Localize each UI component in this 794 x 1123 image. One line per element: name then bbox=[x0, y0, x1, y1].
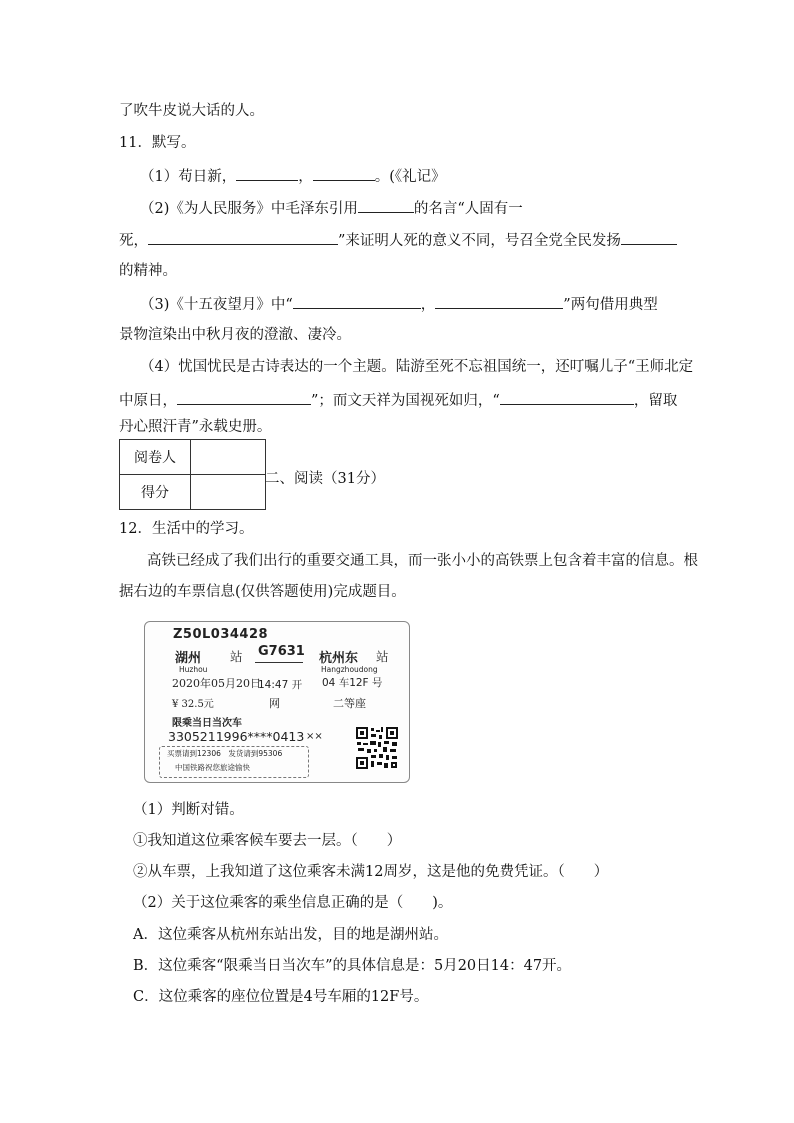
question-12-title: 12．生活中的学习。 bbox=[119, 521, 254, 537]
option-b: B．这位乘客“限乘当日当次车”的具体信息是：5月20日14：47开。 bbox=[133, 958, 572, 974]
purchase-channel: 网 bbox=[269, 697, 280, 710]
section-title: 二、阅读（31分） bbox=[265, 471, 385, 487]
arrival-station: 杭州东 bbox=[319, 651, 359, 666]
question-11-4-cont bbox=[119, 389, 677, 411]
reviewer-label: 阅卷人 bbox=[120, 440, 191, 475]
question-11-4: （4）忧国忧民是古诗表达的一个主题。陆游至死不忘祖国统一，还叮嘱儿子“王师北定 bbox=[140, 359, 694, 375]
answer-blank[interactable] bbox=[148, 229, 338, 245]
text-line: 的精神。 bbox=[119, 263, 177, 279]
judge-item-2: ②从车票，上我知道了这位乘客未满12周岁，这是他的免费凭证。（ ） bbox=[133, 864, 609, 880]
answer-blank[interactable] bbox=[621, 229, 677, 245]
departure-pinyin: Huzhou bbox=[179, 665, 208, 674]
answer-blank[interactable] bbox=[177, 389, 311, 405]
text-line: 丹心照汗青”永载史册。 bbox=[119, 419, 272, 435]
text: 。(《礼记》 bbox=[374, 169, 446, 185]
passenger-name-mask: ×× bbox=[306, 731, 323, 742]
text: （3)《十五夜望月》中“ bbox=[140, 297, 293, 313]
answer-blank[interactable] bbox=[313, 165, 375, 181]
answer-blank[interactable] bbox=[358, 197, 414, 213]
question-11-3 bbox=[140, 293, 658, 315]
part-2-title: （2）关于这位乘客的乘坐信息正确的是（ )。 bbox=[133, 895, 453, 911]
question-12-intro-cont: 据右边的车票信息(仅供答题使用)完成题目。 bbox=[119, 584, 406, 600]
text: 中原日， bbox=[119, 393, 177, 409]
answer-blank[interactable] bbox=[435, 293, 563, 309]
text-line: 景物渲染出中秋月夜的澄澈、凄冷。 bbox=[119, 327, 351, 343]
score-label: 得分 bbox=[120, 475, 191, 510]
question-11-2-cont bbox=[119, 229, 677, 251]
text: 死， bbox=[119, 233, 148, 249]
text: ， bbox=[420, 297, 436, 313]
score-cell[interactable] bbox=[191, 475, 266, 510]
arrival-pinyin: Hangzhoudong bbox=[321, 665, 378, 674]
option-a: A．这位乘客从杭州东站出发，目的地是湖州站。 bbox=[133, 927, 448, 943]
direction-arrow bbox=[255, 662, 303, 663]
part-1-title: （1）判断对错。 bbox=[133, 802, 244, 818]
text: 的名言“人固有一 bbox=[413, 201, 523, 217]
option-c: C．这位乘客的座位位置是4号车厢的12F号。 bbox=[133, 989, 429, 1005]
notice-line: 买票请到12306 发货请到95306 bbox=[167, 749, 283, 758]
ticket-limit: 限乘当日当次车 bbox=[172, 718, 242, 729]
text: ”；而文天祥为国视死如归，“ bbox=[311, 393, 500, 409]
seat-class: 二等座 bbox=[333, 697, 366, 710]
question-11-title: 11．默写。 bbox=[119, 135, 196, 151]
station-suffix: 站 bbox=[230, 649, 243, 664]
ticket-price: ¥ 32.5元 bbox=[172, 699, 214, 710]
question-11-2 bbox=[140, 197, 523, 219]
reviewer-cell[interactable] bbox=[191, 440, 266, 475]
text: ，留取 bbox=[633, 393, 678, 409]
answer-blank[interactable] bbox=[236, 165, 298, 181]
text: ”来证明人死的意义不同，号召全党全民发扬 bbox=[338, 233, 621, 249]
travel-date: 2020年05月20日 bbox=[172, 677, 261, 690]
text: ， bbox=[298, 169, 313, 185]
passenger-id: 3305211996****0413 bbox=[168, 729, 305, 744]
qr-code-icon bbox=[355, 726, 399, 770]
train-ticket bbox=[144, 621, 410, 783]
station-suffix: 站 bbox=[376, 649, 389, 664]
departure-station: 湖州 bbox=[175, 651, 202, 666]
text-line: 了吹牛皮说大话的人。 bbox=[119, 103, 264, 119]
score-table bbox=[119, 439, 266, 510]
text: ”两句借用典型 bbox=[563, 297, 658, 313]
text: （1）苟日新， bbox=[140, 169, 237, 185]
question-12-intro: 高铁已经成了我们出行的重要交通工具，而一张小小的高铁票上包含着丰富的信息。根 bbox=[147, 553, 698, 569]
ticket-number: Z50L034428 bbox=[173, 627, 269, 642]
seat-number: 04 车12F 号 bbox=[322, 677, 383, 689]
departure-time: 14:47 开 bbox=[258, 679, 303, 691]
question-11-1 bbox=[140, 165, 446, 187]
train-number: G7631 bbox=[258, 644, 305, 659]
answer-blank[interactable] bbox=[500, 389, 634, 405]
judge-item-1: ①我知道这位乘客候车要去一层。（ ） bbox=[133, 833, 402, 849]
notice-line: 中国铁路祝您旅途愉快 bbox=[175, 763, 250, 772]
answer-blank[interactable] bbox=[293, 293, 421, 309]
text: （2)《为人民服务》中毛泽东引用 bbox=[140, 201, 358, 217]
